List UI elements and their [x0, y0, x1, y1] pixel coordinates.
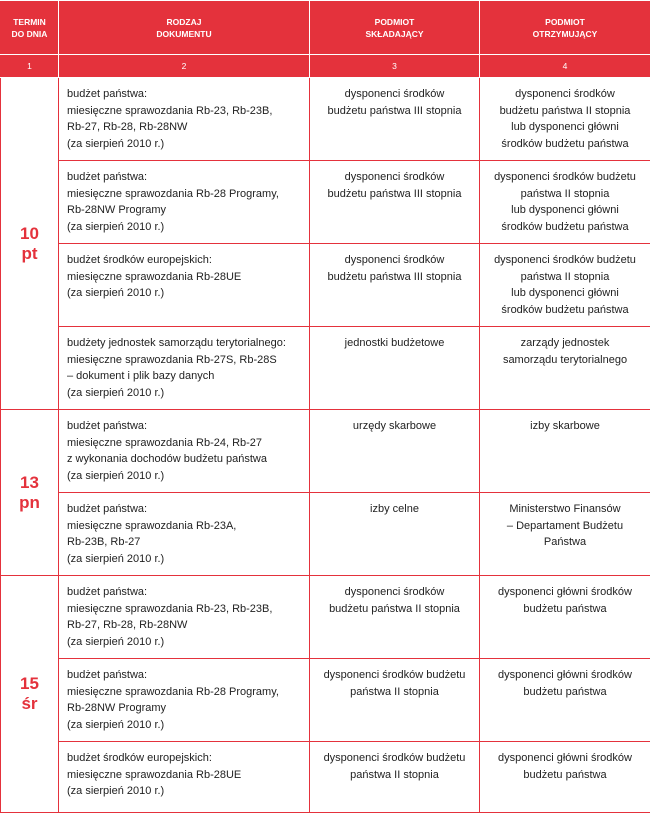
- deadline-weekday: śr: [1, 694, 58, 714]
- recipient-cell: izby skarbowe: [480, 410, 650, 493]
- document-cell: budżet środków europejskich: miesięczne sprawozdania Rb-28UE (za sierpień 2010 r.): [59, 742, 310, 813]
- document-cell: budżet państwa: miesięczne sprawozdania Rb-28 Programy, Rb-28NW Programy (za sierpień 2010 r.): [59, 161, 310, 244]
- table-row: [1, 244, 650, 327]
- document-cell: budżet państwa: miesięczne sprawozdania Rb-23, Rb-23B, Rb-27, Rb-28, Rb-28NW (za sierpień 2010 r.): [59, 576, 310, 659]
- recipient-cell: dysponenci główni środków budżetu państwa: [480, 742, 650, 813]
- submitter-cell: dysponenci środków budżetu państwa II stopnia: [310, 742, 480, 813]
- table-row: [1, 742, 650, 813]
- recipient-cell: dysponenci środków budżetu państwa II stopnia lub dysponenci główni środków budżetu państwa: [480, 244, 650, 327]
- recipient-cell: dysponenci główni środków budżetu państwa: [480, 659, 650, 742]
- document-cell: budżet państwa: miesięczne sprawozdania Rb-23, Rb-23B, Rb-27, Rb-28, Rb-28NW (za sierpień 2010 r.): [59, 78, 310, 161]
- header-deadline: TERMIN DO DNIA: [1, 1, 59, 55]
- deadline-day: 10: [1, 224, 58, 244]
- header-recipient: PODMIOT OTRZYMUJĄCY: [480, 1, 650, 55]
- table-row: [1, 493, 650, 576]
- column-number: 4: [480, 55, 650, 78]
- recipient-cell: dysponenci środków budżetu państwa II stopnia lub dysponenci główni środków budżetu państwa: [480, 78, 650, 161]
- submitter-cell: dysponenci środków budżetu państwa III stopnia: [310, 244, 480, 327]
- column-number-row: [1, 55, 650, 78]
- submitter-cell: dysponenci środków budżetu państwa II stopnia: [310, 659, 480, 742]
- recipient-cell: dysponenci główni środków budżetu państwa: [480, 576, 650, 659]
- table-row: [1, 327, 650, 410]
- header-document-type: RODZAJ DOKUMENTU: [59, 1, 310, 55]
- deadline-cell: [1, 78, 59, 410]
- table-row: [1, 576, 650, 659]
- recipient-cell: dysponenci środków budżetu państwa II stopnia lub dysponenci główni środków budżetu państwa: [480, 161, 650, 244]
- header-row: [1, 1, 650, 55]
- deadline-weekday: pn: [1, 493, 58, 513]
- document-cell: budżet państwa: miesięczne sprawozdania Rb-24, Rb-27 z wykonania dochodów budżetu państwa (za sierpień 2010 r.): [59, 410, 310, 493]
- document-cell: budżety jednostek samorządu terytorialnego: miesięczne sprawozdania Rb-27S, Rb-28S – dokument i plik bazy danych (za sierpień 2010 r.): [59, 327, 310, 410]
- submitter-cell: izby celne: [310, 493, 480, 576]
- submitter-cell: jednostki budżetowe: [310, 327, 480, 410]
- recipient-cell: Ministerstwo Finansów – Departament Budżetu Państwa: [480, 493, 650, 576]
- document-cell: budżet państwa: miesięczne sprawozdania Rb-23A, Rb-23B, Rb-27 (za sierpień 2010 r.): [59, 493, 310, 576]
- document-cell: budżet państwa: miesięczne sprawozdania Rb-28 Programy, Rb-28NW Programy (za sierpień 2010 r.): [59, 659, 310, 742]
- column-number: 3: [310, 55, 480, 78]
- deadline-day: 13: [1, 473, 58, 493]
- submitter-cell: urzędy skarbowe: [310, 410, 480, 493]
- deadline-cell: [1, 410, 59, 576]
- submitter-cell: dysponenci środków budżetu państwa III stopnia: [310, 78, 480, 161]
- table-row: [1, 410, 650, 493]
- table-row: [1, 78, 650, 161]
- submitter-cell: dysponenci środków budżetu państwa III stopnia: [310, 161, 480, 244]
- document-cell: budżet środków europejskich: miesięczne sprawozdania Rb-28UE (za sierpień 2010 r.): [59, 244, 310, 327]
- column-number: 2: [59, 55, 310, 78]
- header-submitter: PODMIOT SKŁADAJĄCY: [310, 1, 480, 55]
- column-number: 1: [1, 55, 59, 78]
- deadline-cell: [1, 576, 59, 813]
- deadline-day: 15: [1, 674, 58, 694]
- submitter-cell: dysponenci środków budżetu państwa II stopnia: [310, 576, 480, 659]
- recipient-cell: zarządy jednostek samorządu terytorialnego: [480, 327, 650, 410]
- table-row: [1, 659, 650, 742]
- table-row: [1, 161, 650, 244]
- deadline-weekday: pt: [1, 244, 58, 264]
